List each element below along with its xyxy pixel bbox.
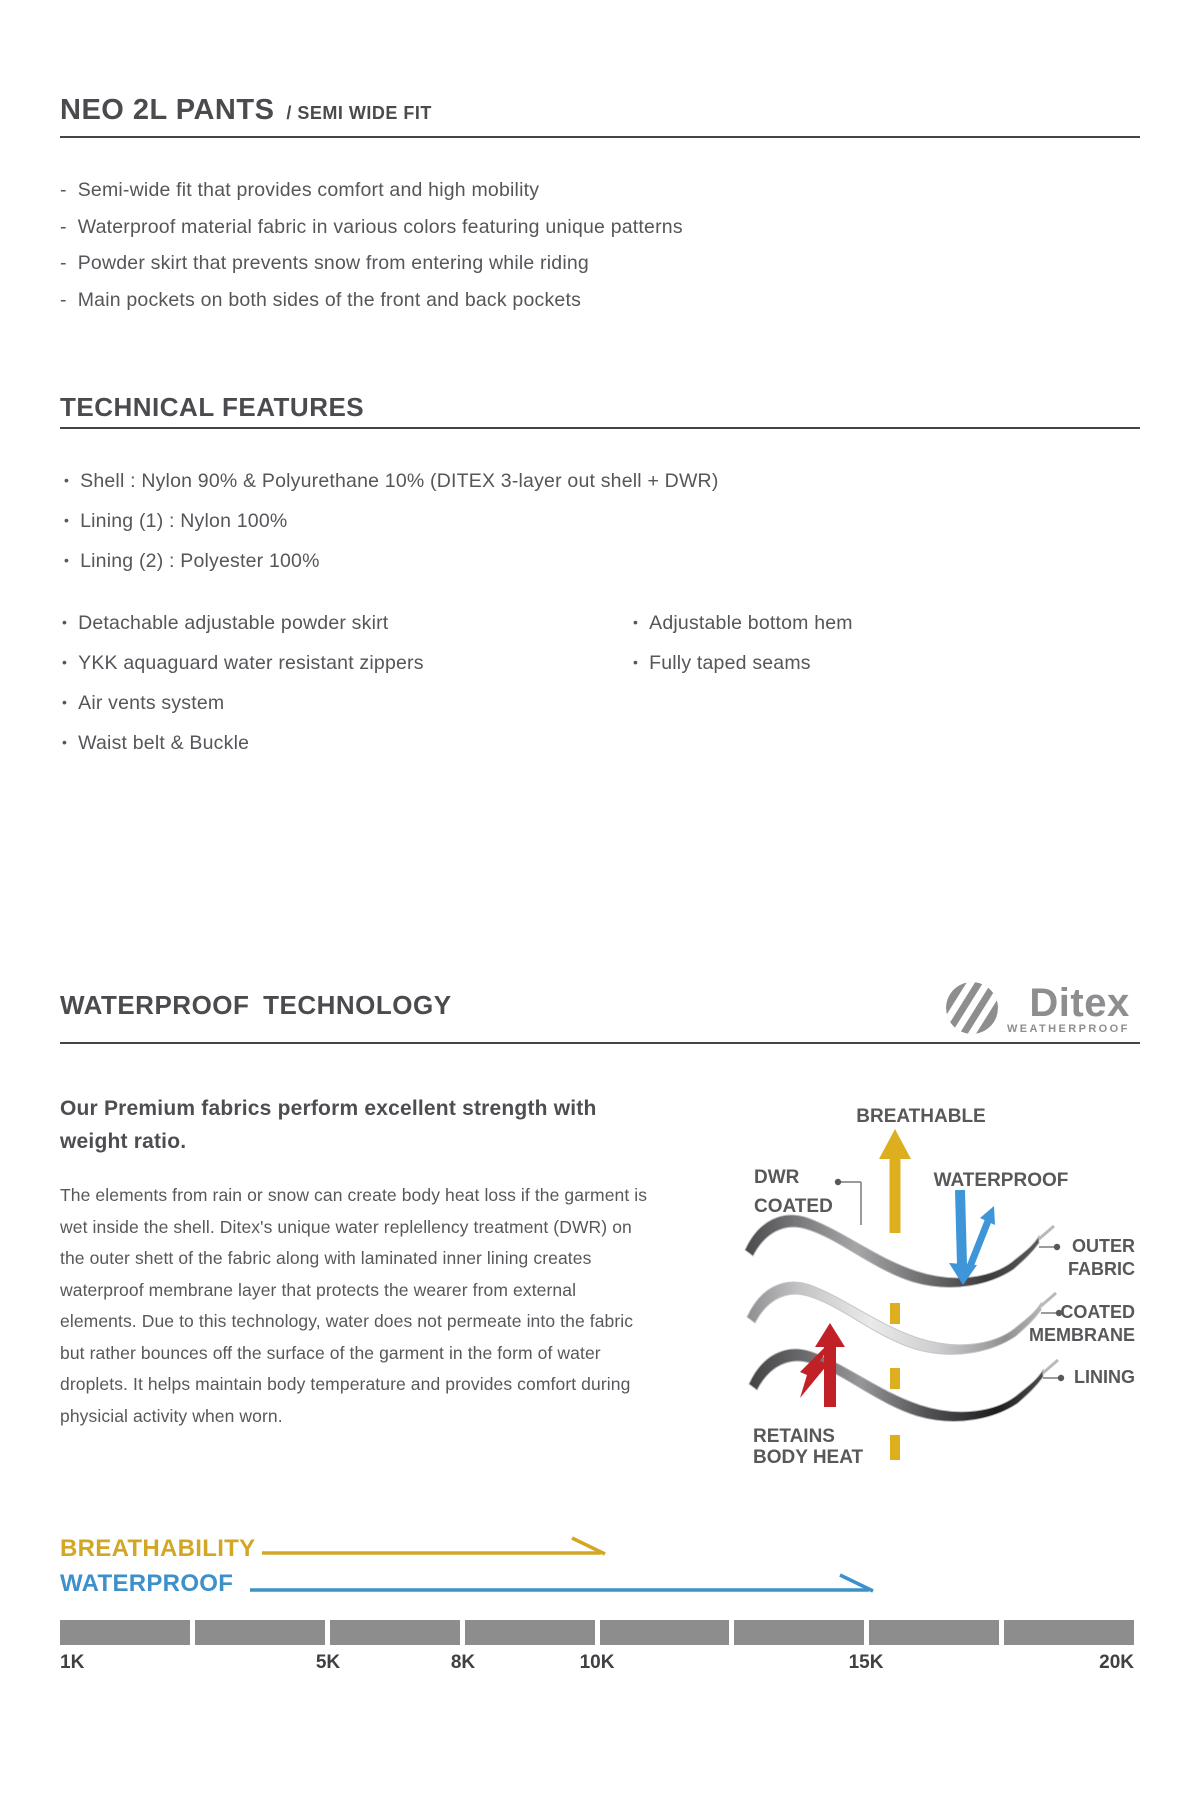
- retains-body-heat-label-line2: BODY HEAT: [753, 1447, 864, 1468]
- material-item: • Shell : Nylon 90% & Polyurethane 10% (DITEX 3-layer out shell + DWR): [64, 462, 719, 502]
- breathability-label: BREATHABILITY: [60, 1535, 256, 1562]
- tech-feature-list-left: [62, 604, 424, 764]
- product-feature-item: - Main pockets on both sides of the front and back pockets: [60, 282, 683, 319]
- tech-feature-item: • Waist belt & Buckle: [62, 724, 424, 764]
- scale-segment: [734, 1620, 864, 1645]
- ditex-wordmark: Ditex: [1029, 981, 1130, 1025]
- lining-layer: [749, 1349, 1058, 1421]
- scale-label-20k: 20K: [1099, 1652, 1134, 1673]
- performance-arrow-lines: [0, 1530, 1200, 1610]
- ditex-stripes-icon: [946, 982, 998, 1034]
- scale-segment: [600, 1620, 730, 1645]
- scale-segment: [330, 1620, 460, 1645]
- coated-membrane-layer: [747, 1282, 1056, 1354]
- retains-body-heat-label-line1: RETAINS: [753, 1426, 835, 1447]
- outer-fabric-label-line2: FABRIC: [1068, 1259, 1135, 1279]
- waterproof-label: WATERPROOF: [933, 1170, 1069, 1191]
- breathability-arrow-line: [262, 1538, 605, 1554]
- material-item: • Lining (2) : Polyester 100%: [64, 542, 719, 582]
- product-feature-item: - Waterproof material fabric in various colors featuring unique patterns: [60, 209, 683, 246]
- tech-feature-item: • Adjustable bottom hem: [633, 604, 853, 644]
- product-title-row: [60, 94, 432, 127]
- fabric-layers-diagram: [630, 1085, 1160, 1505]
- lining-label: LINING: [1074, 1367, 1135, 1387]
- scale-label-8k: 8K: [450, 1652, 476, 1673]
- tech-feature-item: • Air vents system: [62, 684, 424, 724]
- technical-features-heading: TECHNICAL FEATURES: [60, 392, 365, 422]
- tech-feature-item: • Detachable adjustable powder skirt: [62, 604, 424, 644]
- waterproof-rating-label: WATERPROOF: [60, 1570, 234, 1597]
- scale-segment: [1004, 1620, 1134, 1645]
- title-divider: [60, 136, 1140, 138]
- scale-label-15k: 15K: [848, 1652, 884, 1673]
- product-feature-item: - Semi-wide fit that provides comfort and high mobility: [60, 172, 683, 209]
- scale-segment: [465, 1620, 595, 1645]
- scale-label-1k: 1K: [60, 1652, 85, 1673]
- coated-membrane-label-line2: MEMBRANE: [1029, 1325, 1135, 1345]
- product-feature-list: [60, 172, 683, 318]
- waterproof-body-text: The elements from rain or snow can create body heat loss if the garment is wet inside the shell. Ditex's unique water replellency treatment (DWR) on the outer shett of the fabric along with laminated inner lining creates waterproof membrane layer that protects the wearer from external elements. Due to this technology, water does not permeate into the fabric but rather bounces off the surface of the garment in the form of water droplets. It helps maintain body temperature and provides comfort during physicial activity when worn.: [60, 1185, 648, 1426]
- product-title: NEO 2L PANTS: [60, 94, 275, 126]
- waterproof-arrow-line: [250, 1575, 873, 1591]
- product-feature-item: - Powder skirt that prevents snow from entering while riding: [60, 245, 683, 282]
- ditex-tagline: WEATHERPROOF: [1007, 1023, 1130, 1035]
- scale-segment: [60, 1620, 190, 1645]
- coated-membrane-label-line1: COATED: [1060, 1302, 1135, 1322]
- material-item: • Lining (1) : Nylon 100%: [64, 502, 719, 542]
- product-fit-label: / SEMI WIDE FIT: [286, 103, 432, 123]
- waterproof-arrow-icon: [949, 1190, 995, 1285]
- waterproof-intro: Our Premium fabrics perform excellent strength with weight ratio.: [60, 1097, 597, 1153]
- breathable-label: BREATHABLE: [856, 1106, 986, 1127]
- outer-fabric-label-line1: OUTER: [1072, 1236, 1135, 1256]
- technical-divider: [60, 427, 1140, 429]
- scale-segment: [869, 1620, 999, 1645]
- waterproof-technology-heading: WATERPROOF TECHNOLOGY: [60, 990, 452, 1020]
- ditex-logo: [946, 982, 1130, 1035]
- rating-scale-bar: [60, 1620, 1134, 1645]
- ditex-wordmark-block: [1007, 981, 1130, 1035]
- tech-feature-item: • YKK aquaguard water resistant zippers: [62, 644, 424, 684]
- scale-segment: [195, 1620, 325, 1645]
- scale-label-5k: 5K: [315, 1652, 341, 1673]
- waterproof-divider: [60, 1042, 1140, 1044]
- tech-feature-item: • Fully taped seams: [633, 644, 853, 684]
- scale-label-10k: 10K: [579, 1652, 615, 1673]
- materials-list: [64, 462, 719, 582]
- dwr-coated-label-line2: COATED: [754, 1196, 833, 1217]
- tech-feature-list-right: [633, 604, 853, 684]
- dwr-coated-label-line1: DWR: [754, 1167, 800, 1188]
